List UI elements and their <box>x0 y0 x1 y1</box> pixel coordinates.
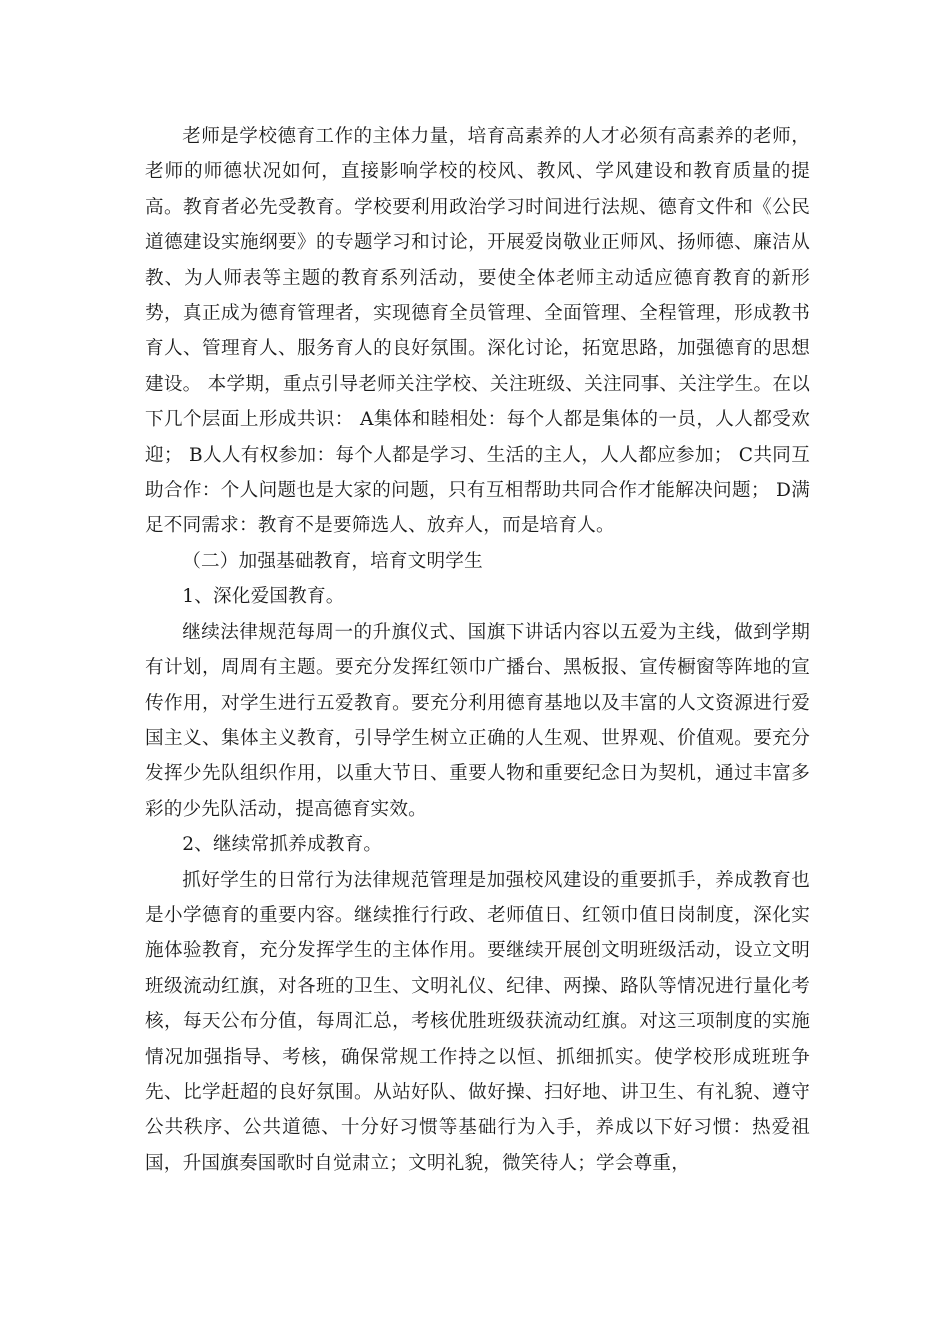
paragraph-patriotic-education: 继续法律规范每周一的升旗仪式、国旗下讲话内容以五爱为主线，做到学期有计划，周周有主题。要充分发挥红领巾广播台、黑板报、宣传橱窗等阵地的宣传作用，对学生进行五爱教育。要充分利用德育基地以及丰富的人文资源进行爱国主义、集体主义教育，引导学生树立正确的人生观、世界观、价值观。要充分发挥少先队组织作用，以重大节日、重要人物和重要纪念日为契机，通过丰富多彩的少先队活动，提高德育实效。 <box>145 621 810 820</box>
subheading-patriotic-education: 1、深化爱国教育。 <box>182 586 345 608</box>
document-body <box>145 119 810 1181</box>
paragraph-habit-education: 抓好学生的日常行为法律规范管理是加强校风建设的重要抓手，养成教育也是小学德育的重要内容。继续推行行政、老师值日、红领巾值日岗制度，深化实施体验教育，充分发挥学生的主体作用。要继续开展创文明班级活动，设立文明班级流动红旗，对各班的卫生、文明礼仪、纪律、两操、路队等情况进行量化考核，每天公布分值，每周汇总，考核优胜班级获流动红旗。对这三项制度的实施情况加强指导、考核，确保常规工作持之以恒、抓细抓实。使学校形成班班争先、比学赶超的良好氛围。从站好队、做好操、扫好地、讲卫生、有礼貌、遵守公共秩序、公共道德、十分好习惯等基础行为入手，养成以下好习惯：热爱祖国，升国旗奏国歌时自觉肃立；文明礼貌，微笑待人；学会尊重， <box>145 869 810 1174</box>
subheading-habit-education: 2、继续常抓养成教育。 <box>182 834 383 856</box>
section-heading-basic-education: （二）加强基础教育，培育文明学生 <box>182 550 483 572</box>
paragraph-teacher-ethics: 老师是学校德育工作的主体力量，培育高素养的人才必须有高素养的老师，老师的师德状况如何，直接影响学校的校风、教风、学风建设和教育质量的提高。教育者必先受教育。学校要利用政治学习时间进行法规、德育文件和《公民道德建设实施纲要》的专题学习和讨论，开展爱岗敬业正师风、扬师德、廉洁从教、为人师表等主题的教育系列活动，要使全体老师主动适应德育教育的新形势，真正成为德育管理者，实现德育全员管理、全面管理、全程管理，形成教书育人、管理育人、服务育人的良好氛围。深化讨论，拓宽思路，加强德育的思想建设。 本学期，重点引导老师关注学校、关注班级、关注同事、关注学生。在以下几个层面上形成共识： A集体和睦相处：每个人都是集体的一员，人人都受欢迎； B人人有权参加：每个人都是学习、生活的主人，人人都应参加； C共同互助合作：个人问题也是大家的问题，只有互相帮助共同合作才能解决问题； D满足不同需求：教育不是要筛选人、放弃人，而是培育人。 <box>145 126 810 537</box>
